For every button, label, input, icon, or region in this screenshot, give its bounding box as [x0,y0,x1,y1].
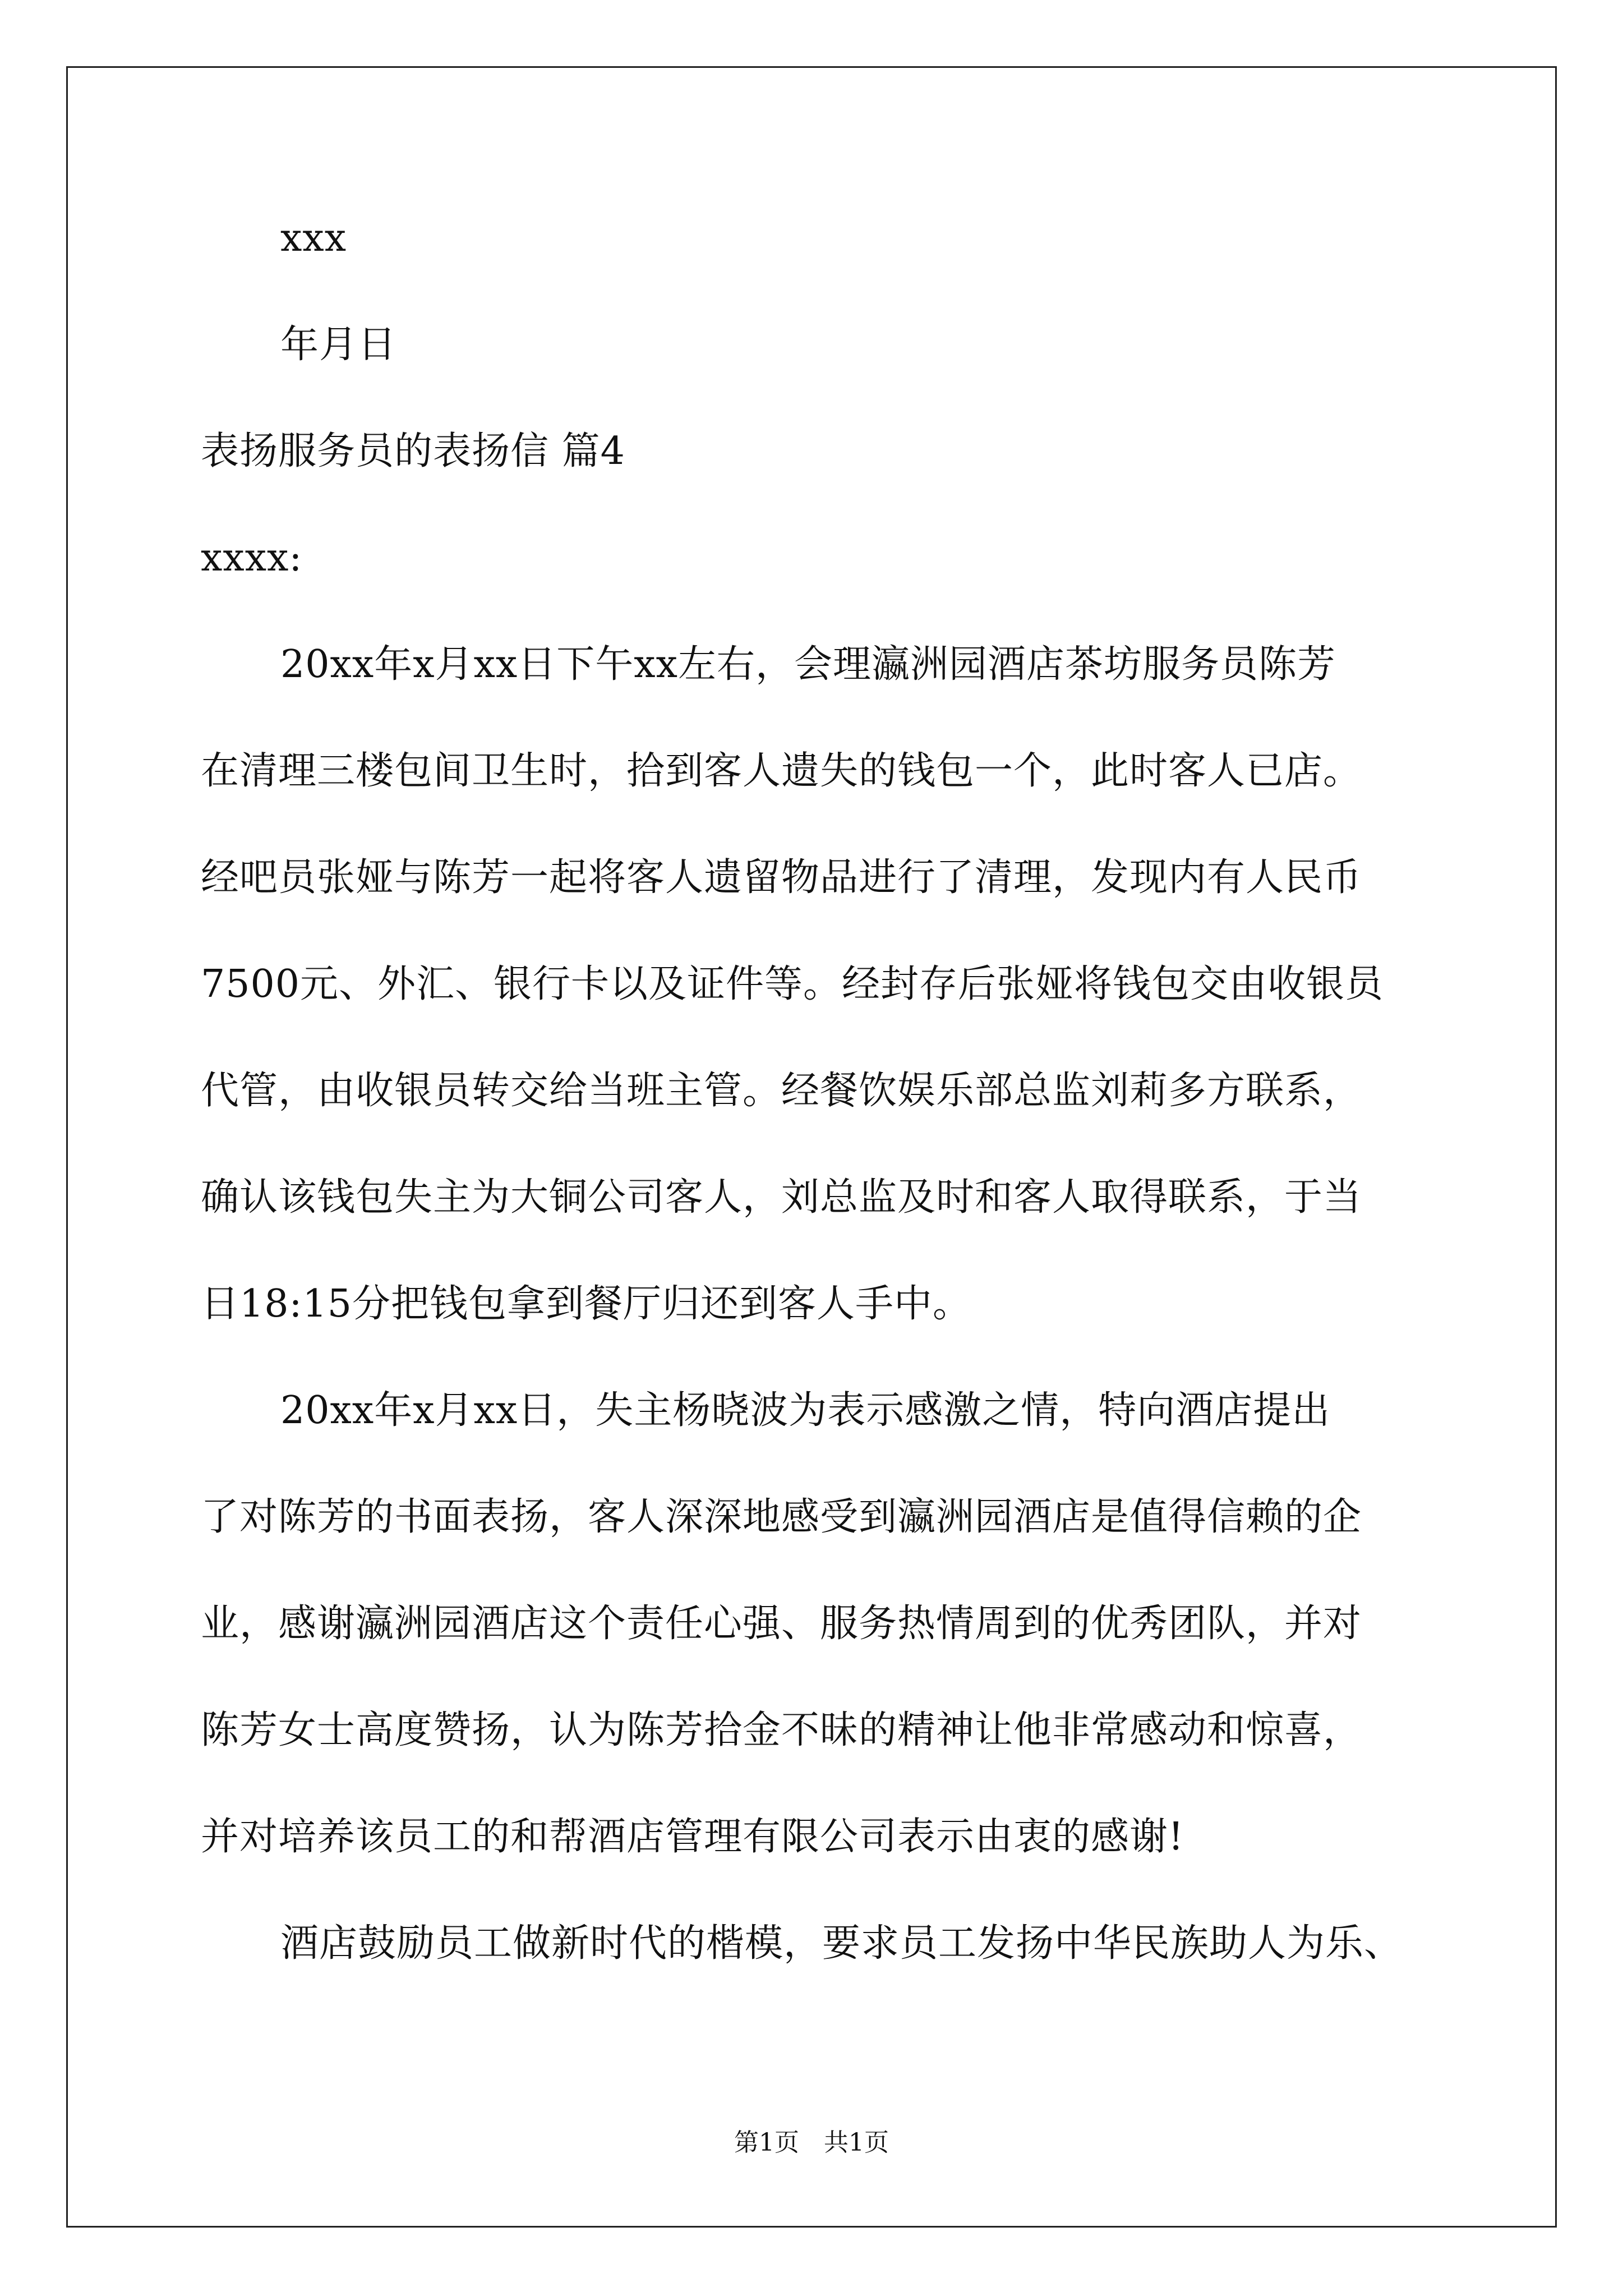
salutation: xxxx: [201,536,303,580]
paragraph-line: 20xx年x月xx日下午xx左右，会理瀛洲园酒店茶坊服务员陈芳 [280,642,1336,687]
paragraph-line: 并对培养该员工的和帮酒店管理有限公司表示由衷的感谢! [201,1815,1184,1859]
paragraph-line: 业，感谢瀛洲园酒店这个责任心强、服务热情周到的优秀团队，并对 [201,1602,1362,1646]
page-border [66,66,1557,2228]
paragraph-line: 20xx年x月xx日，失主杨晓波为表示感激之情，特向酒店提出 [280,1388,1331,1433]
paragraph-line: 经吧员张娅与陈芳一起将客人遗留物品进行了清理，发现内有人民币 [201,855,1362,900]
signature-line: xxx [280,216,347,260]
paragraph-line: 在清理三楼包间卫生时，拾到客人遗失的钱包一个，此时客人已店。 [201,749,1362,793]
paragraph-line: 陈芳女士高度赞扬，认为陈芳拾金不昧的精神让他非常感动和惊喜， [201,1708,1362,1752]
paragraph-line: 酒店鼓励员工做新时代的楷模，要求员工发扬中华民族助人为乐、 [280,1921,1403,1966]
paragraph-line: 7500元、外汇、银行卡以及证件等。经封存后张娅将钱包交由收银员 [201,962,1384,1006]
paragraph-line: 代管，由收银员转交给当班主管。经餐饮娱乐部总监刘莉多方联系， [201,1069,1362,1113]
date-line: 年月日 [280,323,397,367]
page-number-footer: 第1页 共1页 [734,2128,889,2157]
paragraph-line: 确认该钱包失主为大铜公司客人，刘总监及时和客人取得联系，于当 [201,1175,1362,1220]
paragraph-line: 日18:15分把钱包拿到餐厅归还到客人手中。 [201,1282,971,1326]
section-title: 表扬服务员的表扬信 篇4 [201,429,625,473]
paragraph-line: 了对陈芳的书面表扬，客人深深地感受到瀛洲园酒店是值得信赖的企 [201,1495,1362,1539]
